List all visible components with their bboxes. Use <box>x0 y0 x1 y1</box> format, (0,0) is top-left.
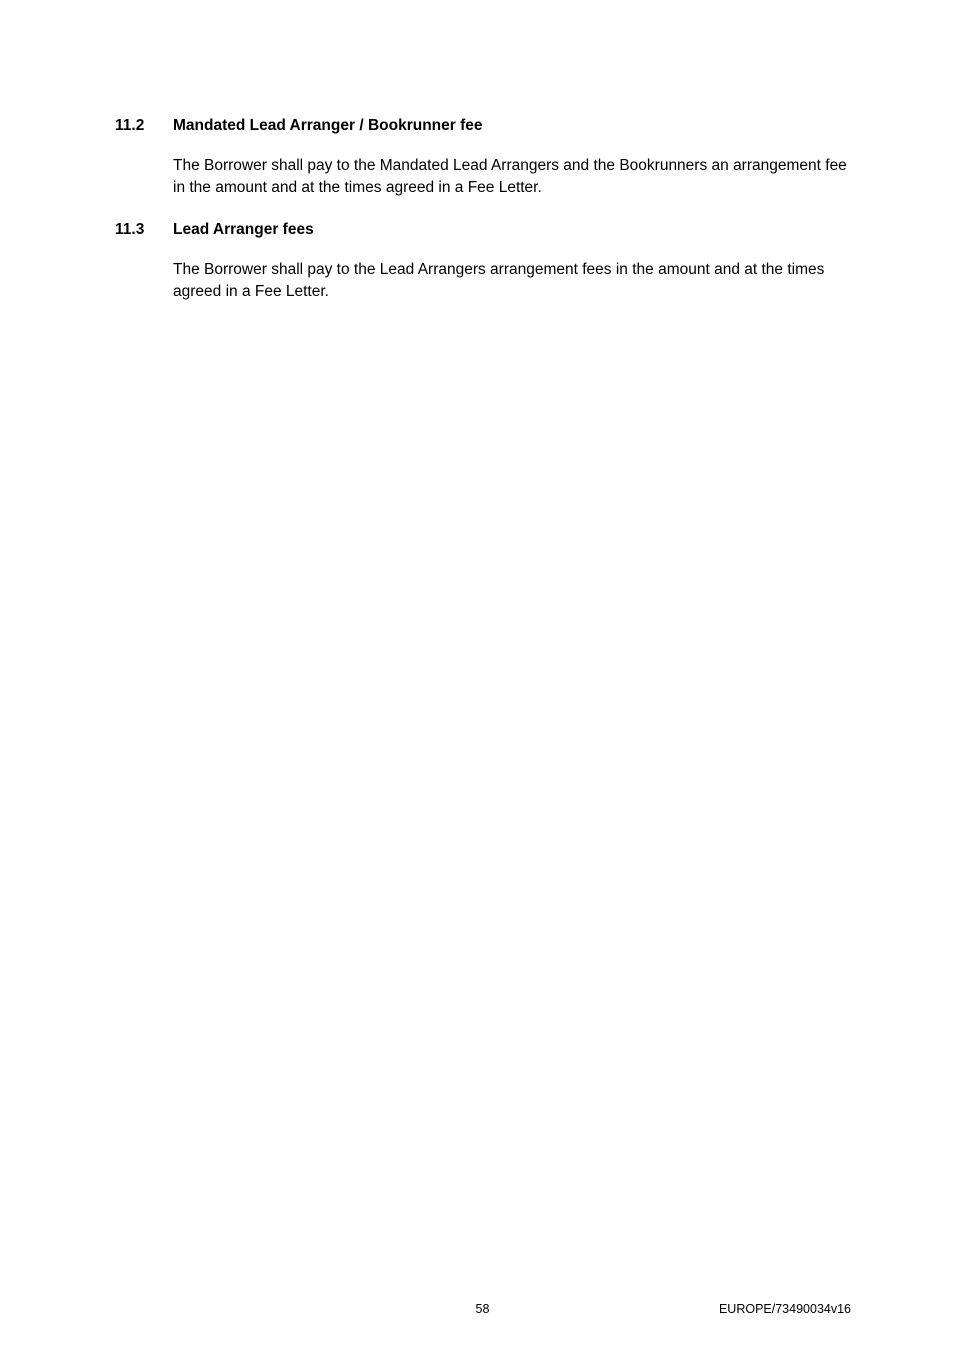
section-body: The Borrower shall pay to the Lead Arrangers arrangement fees in the amount and at the times agreed in a Fee Letter. <box>173 261 825 300</box>
section-number: 11.3 <box>115 221 145 238</box>
section-body: The Borrower shall pay to the Mandated Lead Arrangers and the Bookrunners an arrangement fee in the amount and at the times agreed in a Fee Letter. <box>173 157 847 196</box>
section-11-2 <box>115 115 855 199</box>
section-title: Lead Arranger fees <box>173 221 314 238</box>
page-number: 58 <box>475 1302 490 1316</box>
section-title: Mandated Lead Arranger / Bookrunner fee <box>173 117 483 134</box>
section-heading <box>115 219 855 241</box>
section-11-3 <box>115 219 855 303</box>
document-reference: EUROPE/73490034v16 <box>718 1302 851 1316</box>
section-heading <box>115 115 855 137</box>
section-number: 11.2 <box>115 117 145 134</box>
